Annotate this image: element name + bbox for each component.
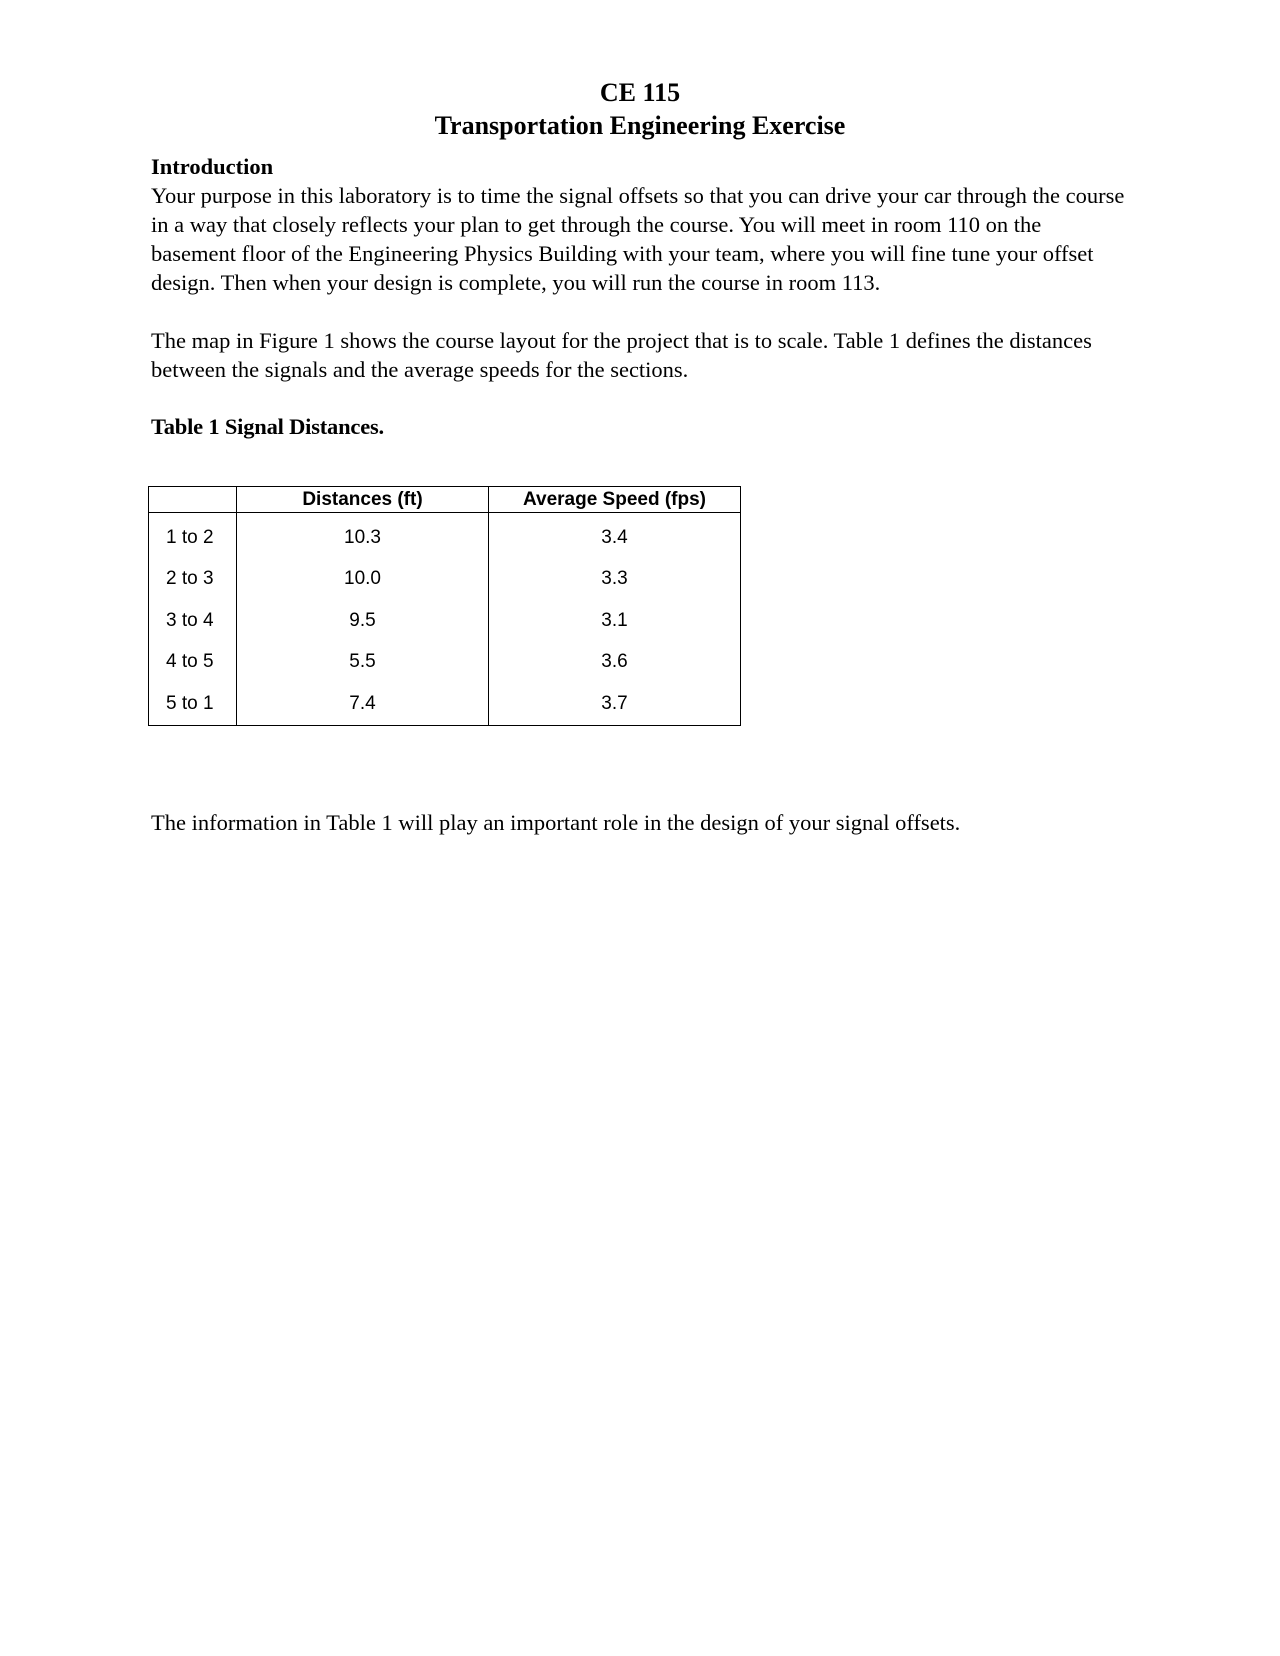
- table-caption: Table 1 Signal Distances.: [151, 414, 384, 439]
- distance-cell: 5.5: [237, 642, 489, 684]
- intro-heading: Introduction: [151, 154, 274, 179]
- table-row: [149, 559, 741, 601]
- table-row: [149, 642, 741, 684]
- speed-cell: 3.6: [489, 642, 741, 684]
- table-row: [149, 683, 741, 725]
- speed-cell: 3.7: [489, 683, 741, 725]
- table-row: [149, 600, 741, 642]
- table-header-cell: [149, 487, 237, 513]
- speed-cell: 3.4: [489, 513, 741, 559]
- distance-cell: 9.5: [237, 600, 489, 642]
- course-code: CE 115: [599, 78, 681, 107]
- title-block: [0, 76, 1280, 142]
- segment-cell: 3 to 4: [166, 609, 214, 631]
- table-header-row: [149, 487, 741, 513]
- map-paragraph: The map in Figure 1 shows the course layout for the project that is to scale. Table 1 defines the distances between the signals and the average speeds for the sections.: [151, 328, 1092, 382]
- distance-cell: 10.3: [237, 513, 489, 559]
- document-title: Transportation Engineering Exercise: [434, 111, 846, 140]
- speed-cell: 3.3: [489, 559, 741, 601]
- segment-cell: 5 to 1: [166, 692, 214, 714]
- signal-distances-table: [148, 486, 741, 726]
- segment-cell: 1 to 2: [166, 526, 214, 548]
- intro-paragraph: Your purpose in this laboratory is to time the signal offsets so that you can drive your car through the course in a way that closely reflects your plan to get through the course. You will meet in room 110 on the basement floor of the Engineering Physics Building with your team, where you will fine tune your offset design. Then when your design is complete, you will run the course in room 113.: [151, 183, 1125, 295]
- distance-cell: 10.0: [237, 559, 489, 601]
- speed-cell: 3.1: [489, 600, 741, 642]
- segment-cell: 2 to 3: [166, 568, 214, 590]
- table-header-cell: Average Speed (fps): [489, 487, 741, 513]
- distance-cell: 7.4: [237, 683, 489, 725]
- closing-paragraph: The information in Table 1 will play an important role in the design of your signal offsets.: [151, 809, 961, 835]
- main-content: [151, 152, 1131, 441]
- table-row: [149, 513, 741, 559]
- segment-cell: 4 to 5: [166, 651, 214, 673]
- table-header-cell: Distances (ft): [237, 487, 489, 513]
